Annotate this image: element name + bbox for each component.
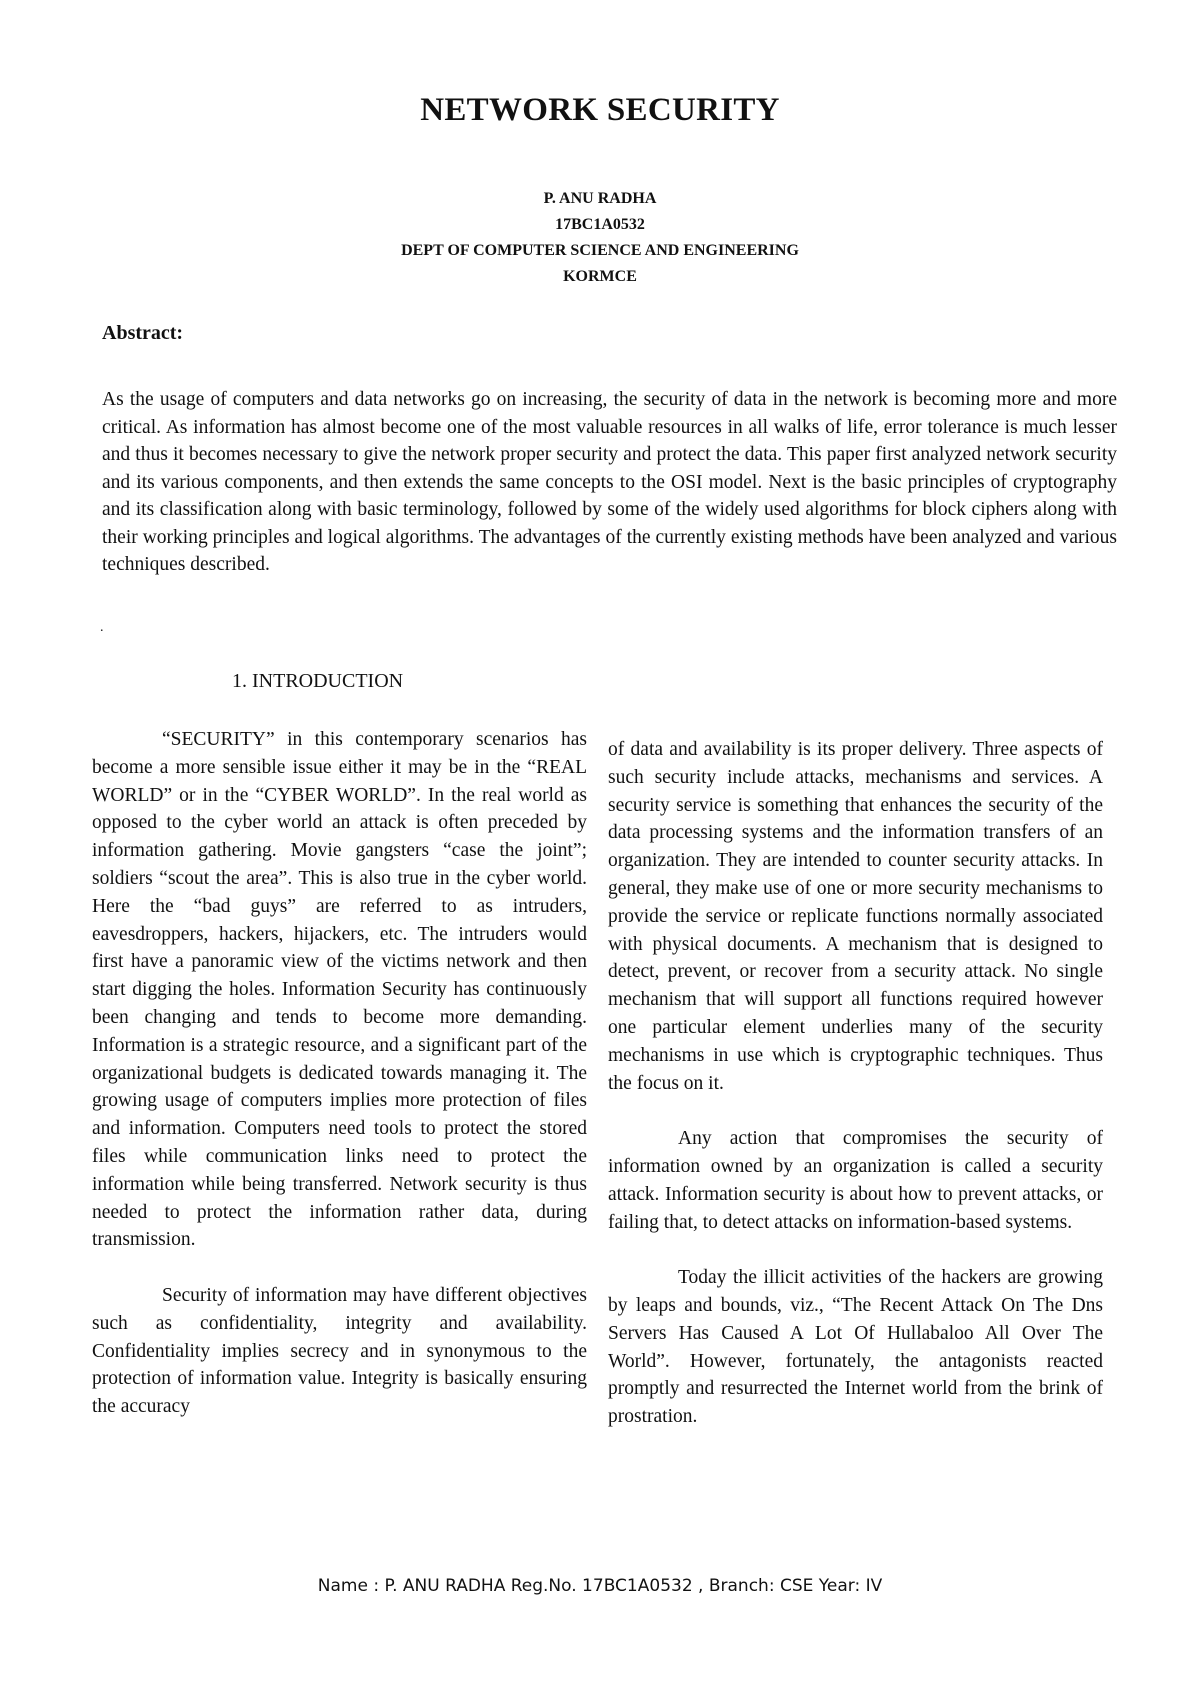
author-name: P. ANU RADHA	[543, 190, 657, 207]
author-college: KORMCE	[563, 268, 637, 285]
introduction-heading: 1. INTRODUCTION	[232, 670, 404, 692]
right-paragraph-3: Today the illicit activities of the hackers are growing by leaps and bounds, viz., “The Recent Attack On The Dns Servers Has Caused A Lot Of Hullabaloo All Over The World”. However, fortunately, the antagonists reacted promptly and resurrected the Internet world from the brink of prostration.	[608, 1267, 1103, 1428]
right-paragraph-1: of data and availability is its proper delivery. Three aspects of such security include attacks, mechanisms and services. A security service is something that enhances the security of the data processing systems and the information transfers of an organization. They are intended to counter security attacks. In general, they make use of one or more security mechanisms to provide the service or replicate functions normally associated with physical documents. A mechanism that is designed to detect, prevent, or recover from a security attack. No single mechanism that will support all functions required however one particular element underlies many of the security mechanisms in use which is cryptographic techniques. Thus the focus on it.	[608, 739, 1103, 1094]
left-column	[92, 726, 587, 1449]
right-paragraph-2: Any action that compromises the security of information owned by an organization is called a security attack. Information security is about how to prevent attacks, or failing that, to detect attacks on information-based systems.	[608, 1128, 1103, 1233]
page-footer: Name : P. ANU RADHA Reg.No. 17BC1A0532 , Branch: CSE Year: IV	[317, 1576, 883, 1596]
stray-mark: .	[100, 620, 104, 635]
author-reg-no: 17BC1A0532	[555, 216, 645, 233]
abstract-heading: Abstract:	[102, 322, 184, 344]
left-paragraph-1: “SECURITY” in this contemporary scenarios has become a more sensible issue either it may be in the “REAL WORLD” or in the “CYBER WORLD”. In the real world as opposed to the cyber world an attack is often preceded by information gathering. Movie gangsters “case the joint”; soldiers “scout the area”. This is also true in the cyber world. Here the “bad guys” are referred to as intruders, eavesdroppers, hackers, hijackers, etc. The intruders would first have a panoramic view of the victims network and then start digging the holes. Information Security has continuously been changing and tends to become more demanding. Information is a strategic resource, and a significant part of the organizational budgets is dedicated towards managing it. The growing usage of computers implies more protection of files and information. Computers need tools to protect the stored files while communication links need to protect the information while being transferred. Network security is thus needed to protect the information rather data, during transmission.	[92, 729, 587, 1251]
right-column	[608, 736, 1103, 1459]
paper-title: NETWORK SECURITY	[420, 92, 780, 128]
author-department: DEPT OF COMPUTER SCIENCE AND ENGINEERING	[401, 242, 799, 259]
author-block	[0, 186, 1200, 290]
left-paragraph-2: Security of information may have different objectives such as confidentiality, integrity and availability. Confidentiality implies secrecy and in synonymous to the protection of information value. Integrity is basically ensuring the accuracy	[92, 1284, 587, 1418]
abstract-text: As the usage of computers and data networks go on increasing, the security of data in the network is becoming more and more critical. As information has almost become one of the most valuable resources in all walks of life, error tolerance is much lesser and thus it becomes necessary to give the network proper security and protect the data. This paper first analyzed network security and its various components, and then extends the same concepts to the OSI model. Next is the basic principles of cryptography and its classification along with basic terminology, followed by some of the widely used algorithms for block ciphers along with their working principles and logical algorithms. The advantages of the currently existing methods have been analyzed and various techniques described.	[102, 389, 1117, 575]
